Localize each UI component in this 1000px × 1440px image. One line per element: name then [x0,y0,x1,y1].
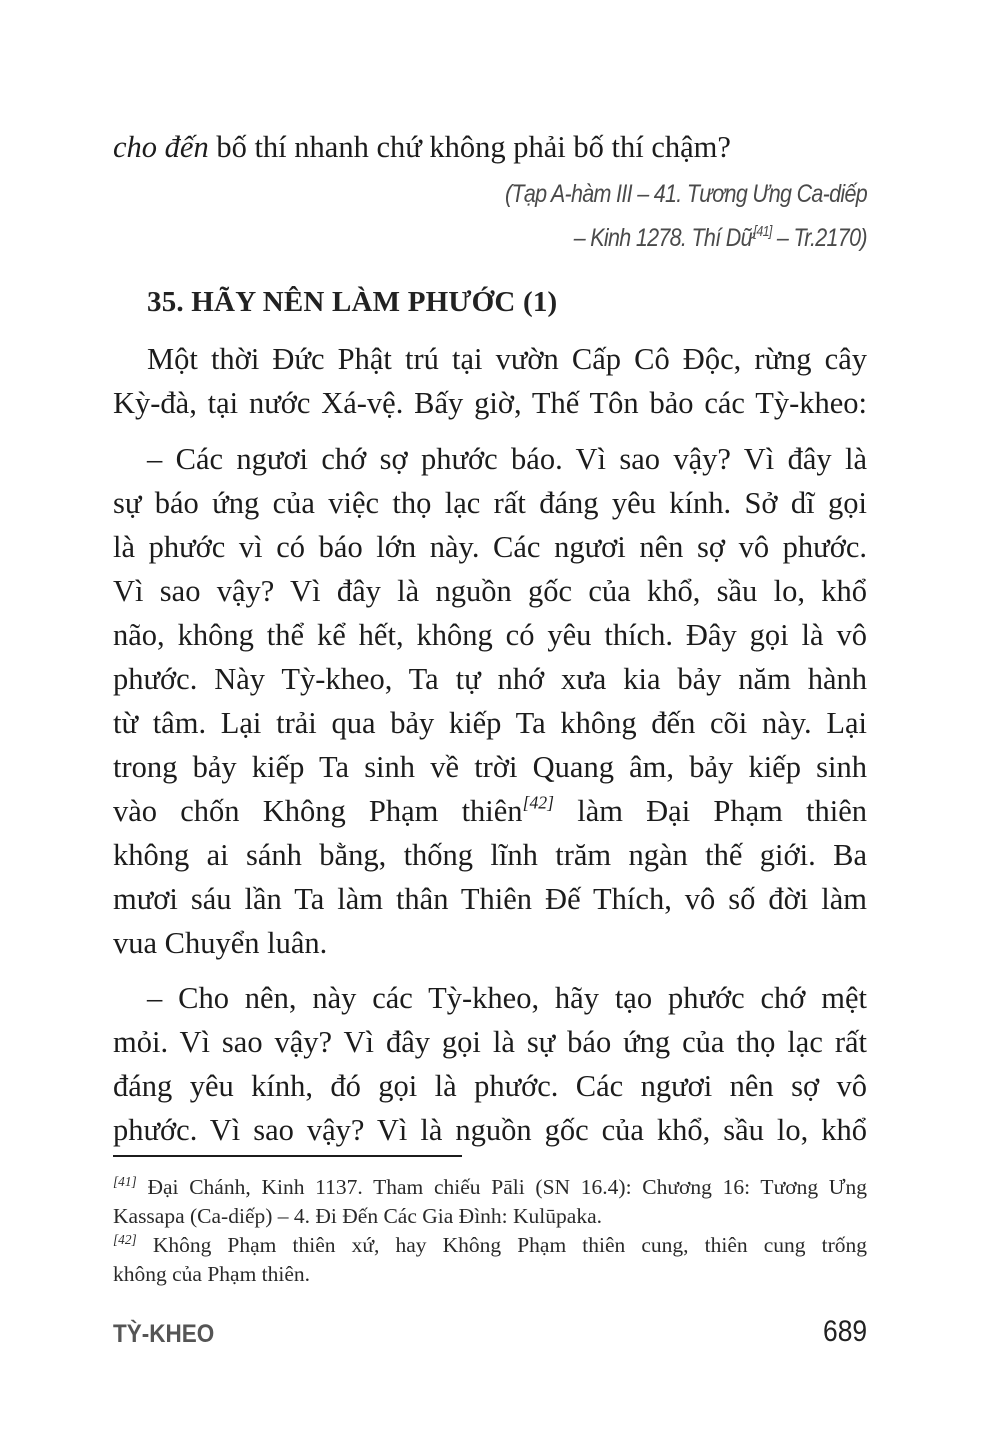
citation-line-1: (Tạp A-hàm III – 41. Tương Ưng Ca-diếp [504,180,867,208]
section-heading: 35. HÃY NÊN LÀM PHƯỚC (1) [147,286,558,318]
para2-line: không ai sánh bằng, thống lĩnh trăm ngàn thế giới. Ba [113,838,867,872]
para1-line: Một thời Đức Phật trú tại vườn Cấp Cô Độc, rừng cây [147,342,867,376]
footnote-marker: [41] [113,1174,137,1190]
para3-line: đáng yêu kính, đó gọi là phước. Các ngươi nên sợ vô [113,1069,867,1103]
para3-line: – Cho nên, này các Tỳ-kheo, hãy tạo phước chớ mệt [147,981,867,1015]
footnote-ref-41[interactable]: [41] [753,223,772,240]
para2-line: từ tâm. Lại trải qua bảy kiếp Ta không đến cõi này. Lại [113,706,867,740]
footnote-ref-42[interactable]: [42] [522,792,555,813]
para2-line: phước. Này Tỳ-kheo, Ta tự nhớ xưa kia bảy năm hành [113,662,867,696]
running-title: TỲ-KHEO [113,1320,215,1348]
para2-line: trong bảy kiếp Ta sinh về trời Quang âm, bảy kiếp sinh [113,750,867,784]
continuation-text: bố thí nhanh chứ không phải bố thí chậm? [208,130,731,164]
footnote-42-cont: không của Phạm thiên. [113,1262,311,1286]
para2-line-with-footnote: vào chốn Không Phạm thiên[42] làm Đại Phạm thiên [113,792,868,828]
para3-line: phước. Vì sao vậy? Vì là nguồn gốc của khổ, sầu lo, khổ [113,1113,867,1147]
para1-line: Kỳ-đà, tại nước Xá-vệ. Bấy giờ, Thế Tôn bảo các Tỳ-kheo: [113,386,867,420]
footnote-41: [41] Đại Chánh, Kinh 1137. Tham chiếu Pāli (SN 16.4): Chương 16: Tương Ưng [113,1174,867,1199]
footnote-divider [113,1155,462,1157]
italic-lead: cho đến [113,130,209,164]
continuation-line [113,125,867,169]
para3-line: mỏi. Vì sao vậy? Vì đây gọi là sự báo ứng của thọ lạc rất [113,1025,867,1059]
para2-line: Vì sao vậy? Vì đây là nguồn gốc của khổ, sầu lo, khổ [113,574,867,608]
para2-line: là phước vì có báo lớn này. Các ngươi nên sợ vô phước. [113,530,867,564]
para2-line: – Các ngươi chớ sợ phước báo. Vì sao vậy? Vì đây là [147,442,867,476]
footnote-marker: [42] [113,1232,137,1248]
para2-line: não, không thể kể hết, không có yêu thích. Đây gọi là vô [113,618,867,652]
footnote-41-cont: Kassapa (Ca-diếp) – 4. Đi Đến Các Gia Đình: Kulūpaka. [113,1204,602,1228]
footnote-42: [42] Không Phạm thiên xứ, hay Không Phạm thiên cung, thiên cung trống [113,1232,868,1257]
page-number: 689 [822,1315,867,1348]
citation-line-2: – Kinh 1278. Thí Dữ[41] – Tr.2170) [573,223,867,252]
para2-line: vua Chuyển luân. [113,926,328,960]
para2-line: sự báo ứng của việc thọ lạc rất đáng yêu kính. Sở dĩ gọi [113,486,867,520]
para2-line: mươi sáu lần Ta làm thân Thiên Đế Thích, vô số đời làm [113,882,867,916]
